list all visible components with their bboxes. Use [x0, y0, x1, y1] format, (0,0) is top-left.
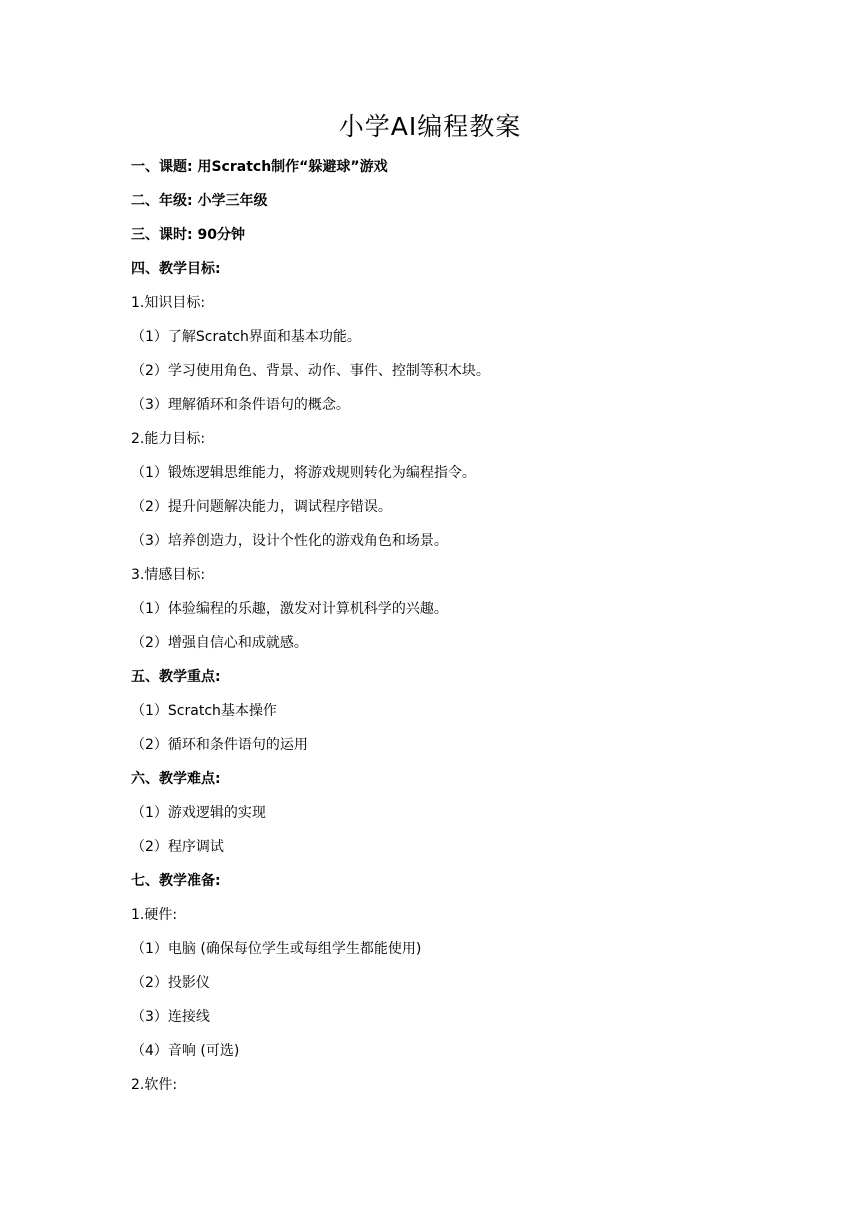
body-line: （2）提升问题解决能力，调试程序错误。 — [131, 499, 392, 515]
body-line: （2）程序调试 — [131, 839, 224, 855]
body-line: （2）循环和条件语句的运用 — [131, 737, 308, 753]
body-line: （4）音响 (可选) — [131, 1043, 240, 1059]
body-line: （1）电脑 (确保每位学生或每组学生都能使用) — [131, 941, 422, 957]
body-line: （1）体验编程的乐趣，激发对计算机科学的兴趣。 — [131, 601, 448, 617]
body-line: （1）了解Scratch界面和基本功能。 — [131, 329, 361, 345]
section-heading: 二、年级: 小学三年级 — [131, 193, 268, 209]
section-heading: 一、课题: 用Scratch制作“躲避球”游戏 — [131, 159, 388, 175]
body-line: （1）Scratch基本操作 — [131, 703, 277, 719]
body-line: （1）锻炼逻辑思维能力，将游戏规则转化为编程指令。 — [131, 465, 476, 481]
body-line: （3）培养创造力，设计个性化的游戏角色和场景。 — [131, 533, 448, 549]
body-line: （2）学习使用角色、背景、动作、事件、控制等积木块。 — [131, 363, 490, 379]
body-line: （3）连接线 — [131, 1009, 210, 1025]
document-body — [131, 155, 751, 1107]
body-line: （2）增强自信心和成就感。 — [131, 635, 308, 651]
body-line: （2）投影仪 — [131, 975, 210, 991]
section-heading: 三、课时: 90分钟 — [131, 227, 245, 243]
body-line: 2.能力目标: — [131, 431, 206, 447]
body-line: 1.知识目标: — [131, 295, 206, 311]
body-line: （3）理解循环和条件语句的概念。 — [131, 397, 350, 413]
page-title: 小学AI编程教案 — [338, 112, 522, 141]
section-heading: 七、教学准备: — [131, 873, 221, 889]
section-heading: 五、教学重点: — [131, 669, 221, 685]
body-line: 2.软件: — [131, 1077, 178, 1093]
body-line: 1.硬件: — [131, 907, 178, 923]
body-line: （1）游戏逻辑的实现 — [131, 805, 266, 821]
section-heading: 六、教学难点: — [131, 771, 221, 787]
section-heading: 四、教学目标: — [131, 261, 221, 277]
body-line: 3.情感目标: — [131, 567, 206, 583]
